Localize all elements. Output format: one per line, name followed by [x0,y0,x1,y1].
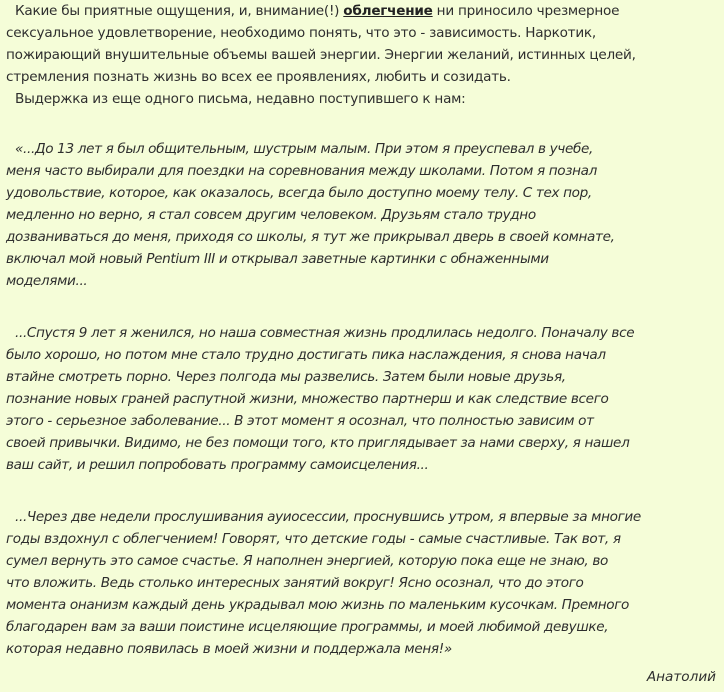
intro-text-after-link: ни приносило чрезмерное [432,3,620,19]
letter-p3-line-1: ...Через две недели прослушивания ауиосессии, проснувшись утром, я впервые за многие [15,509,641,525]
letter-p3-line-4: что вложить. Ведь столько интересных занятий вокруг! Ясно осознал, что до этого [6,575,584,591]
letter-p3-line-5: момента онанизм каждый день украдывал мою жизнь по маленьким кусочкам. Премного [6,597,630,613]
intro-text-before-link: Какие бы приятные ощущения, и, внимание(!) [15,3,344,19]
letter-p1-line-2: меня часто выбирали для поездки на соревнования между школами. Потом я познал [6,163,597,179]
intro-line-2: сексуальное удовлетворение, необходимо понять, что это - зависимость. Наркотик, [6,25,596,41]
letter-p1-line-7: моделями... [6,273,88,289]
letter-p3-line-2: годы вздохнул с облегчением! Говорят, что детские годы - самые счастливые. Так вот, я [6,531,621,547]
intro-line-1 [6,0,619,22]
letter-p1-line-5: дозваниваться до меня, приходя со школы, я тут же прикрывал дверь в своей комнате, [6,229,615,245]
intro-line-4: стремления познать жизнь во всех ее проявлениях, любить и созидать. [6,69,511,85]
letter-p2-line-6: своей привычки. Видимо, не без помощи того, кто приглядывает за нами сверху, я нашел [6,435,630,451]
letter-p1-line-6: включал мой новый Pentium III и открывал заветные картинки с обнаженными [6,251,549,267]
letter-p2-line-7: ваш сайт, и решил попробовать программу самоисцеления... [6,457,429,473]
letter-p2-line-1: ...Спустя 9 лет я женился, но наша совместная жизнь продлилась недолго. Поначалу все [15,325,635,341]
letter-p2-line-5: этого - серьезное заболевание... В этот момент я осознал, что полностью зависим от [6,413,594,429]
letter-p2-line-2: было хорошо, но потом мне стало трудно достигать пика наслаждения, я снова начал [6,347,606,363]
letter-p1-line-4: медленно но верно, я стал совсем другим человеком. Друзьям стало трудно [6,207,536,223]
letter-p2-line-3: втайне смотреть порно. Через полгода мы развелись. Затем были новые друзья, [6,369,566,385]
relief-link[interactable]: облегчение [343,3,433,19]
signature: Анатолий [646,669,716,685]
letter-p2-line-4: познание новых граней распутной жизни, множество партнерш и как следствие всего [6,391,609,407]
letter-p1-line-1: «...До 13 лет я был общительным, шустрым малым. При этом я преуспевал в учебе, [15,141,594,157]
letter-p3-line-6: благодарен вам за ваши поистине исцеляющие программы, и моей любимой девушке, [6,619,609,635]
excerpt-intro: Выдержка из еще одного письма, недавно поступившего к нам: [15,91,466,107]
letter-p1-line-3: удовольствие, которое, как оказалось, всегда было доступно моему телу. С тех пор, [6,185,592,201]
letter-p3-line-3: сумел вернуть это самое счастье. Я наполнен энергией, которую пока еще не знаю, во [6,553,609,569]
letter-p3-line-7: которая недавно появилась в моей жизни и поддержала меня!» [6,641,452,657]
intro-line-3: пожирающий внушительные объемы вашей энергии. Энергии желаний, истинных целей, [6,47,636,63]
